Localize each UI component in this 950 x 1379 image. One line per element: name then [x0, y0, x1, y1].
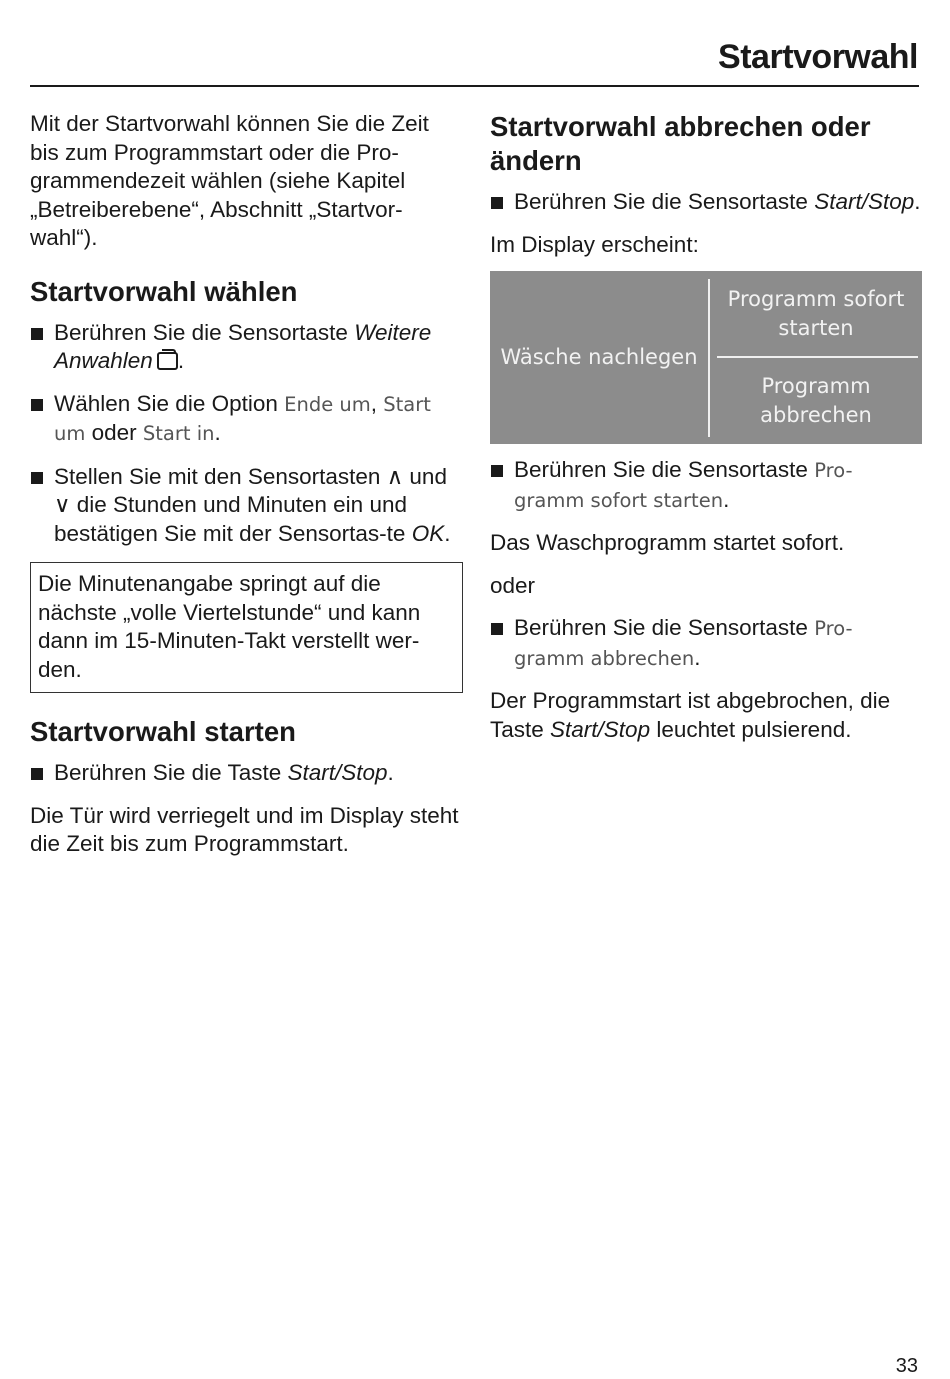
step-text: Berühren Sie die Sensortaste — [54, 319, 355, 345]
body-paragraph — [490, 687, 922, 744]
header-divider — [30, 85, 919, 87]
or-text: oder — [490, 572, 536, 598]
step-text: Stellen Sie mit den Sensortasten — [54, 463, 387, 489]
step-list-item — [490, 188, 922, 217]
step-end: . — [914, 189, 921, 214]
step-list-item — [490, 456, 922, 515]
step-text: die Stunden und Minuten ein und bestätigen Sie mit der Sensortas-te — [54, 492, 412, 546]
bullet-square-icon — [31, 768, 43, 780]
option-start-um: Start um — [54, 392, 431, 445]
step-list-item — [30, 390, 463, 449]
display-option-sofort-starten: Programm sofort starten — [727, 287, 905, 340]
separator: oder — [85, 420, 143, 445]
more-options-icon — [157, 352, 178, 370]
para-text: leuchtet pulsierend. — [650, 716, 852, 742]
bullet-square-icon — [491, 197, 503, 209]
step-end: . — [177, 348, 185, 373]
body-paragraph: Das Waschprogramm startet sofort. — [490, 530, 845, 555]
step-text: Berühren Sie die Sensortaste — [514, 615, 815, 640]
left-column — [30, 110, 463, 873]
step-list-item — [30, 319, 463, 376]
step-text: und — [403, 463, 447, 489]
option-start-in: Start in — [142, 422, 215, 445]
step-display-text: Pro-gramm sofort starten — [514, 459, 853, 512]
arrow-up-icon: ∧ — [386, 463, 404, 489]
step-text: Wählen Sie die Option — [54, 390, 285, 416]
body-paragraph: Die Tür wird verriegelt und im Display steht die Zeit bis zum Programmstart. — [30, 802, 459, 856]
step-text: Berühren Sie die Sensortaste — [514, 189, 815, 214]
step-key-name: Start/Stop — [287, 760, 388, 785]
bullet-square-icon — [31, 472, 43, 484]
bullet-square-icon — [31, 328, 43, 340]
display-intro: Im Display erscheint: — [490, 231, 699, 257]
step-key-name: Weitere Anwahlen — [54, 319, 432, 373]
section-heading-waehlen: Startvorwahl wählen — [30, 275, 298, 307]
step-key-name: Start/Stop — [814, 189, 915, 214]
right-column — [490, 110, 922, 758]
step-end: . — [694, 644, 701, 670]
page-number: 33 — [895, 1355, 918, 1377]
step-list-item — [490, 614, 922, 673]
bullet-square-icon — [491, 465, 503, 477]
step-display-text: Pro-gramm abbrechen — [514, 617, 853, 670]
separator: , — [370, 390, 384, 416]
step-key-name: Start/Stop — [550, 716, 651, 742]
arrow-down-icon: ∨ — [54, 492, 71, 517]
option-ende-um: Ende um — [284, 392, 371, 416]
step-end: . — [444, 520, 451, 546]
step-end: . — [723, 486, 730, 512]
para-text: Der Programmstart ist abgebrochen, die Taste — [490, 688, 891, 742]
step-end: . — [214, 420, 221, 445]
display-option-abbrechen: Programm abbrechen — [760, 374, 872, 427]
step-text: Berühren Sie die Taste — [54, 760, 288, 785]
page-title: Startvorwahl — [718, 38, 918, 76]
note-box: Die Minutenangabe springt auf die nächste „volle Viertelstunde“ und kann dann im 15-Minuten-Takt verstellt wer-den. — [30, 562, 463, 693]
step-end: . — [387, 760, 394, 785]
step-list-item — [30, 463, 463, 549]
bullet-square-icon — [491, 623, 503, 635]
section-heading-starten: Startvorwahl starten — [30, 716, 296, 747]
step-key-ok: OK — [411, 520, 445, 546]
display-option-waesche-nachlegen: Wäsche nachlegen — [500, 345, 698, 369]
step-text: Berühren Sie die Sensortaste — [514, 457, 815, 482]
intro-paragraph: Mit der Startvorwahl können Sie die Zeit bis zum Programmstart oder die Pro-grammendezeit wählen (siehe Kapitel „Betreiberebene“, Abschnitt „Startvor-wahl“). — [30, 111, 429, 250]
bullet-square-icon — [31, 399, 43, 411]
section-heading-abbrechen: Startvorwahl abbrechen oder ändern — [490, 111, 871, 176]
step-list-item — [30, 759, 463, 788]
display-illustration — [490, 271, 922, 444]
